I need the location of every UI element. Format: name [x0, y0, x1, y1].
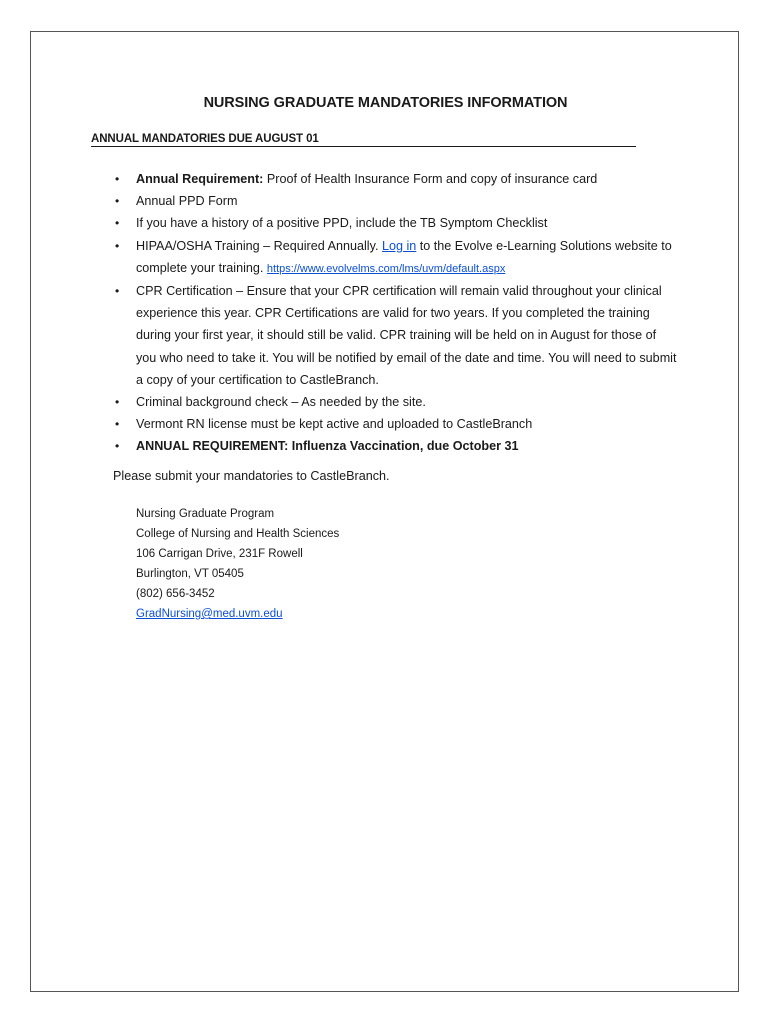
bullet-icon: •	[115, 284, 120, 299]
item-text: CPR Certification – Ensure that your CPR certification will remain valid throughout your clinical experience this year. CPR Certifications are valid for two years. If you completed the training during your first year, it should still be valid. CPR training will be held on in August for those of you who need to take it. You will be notified by email of the date and time. You will need to submit a copy of your certification to CastleBranch.	[136, 284, 677, 387]
bullet-icon: •	[115, 439, 120, 454]
list-item-ppd-form	[113, 190, 678, 212]
item-text: to the Evolve e-Learning Solutions website to complete your training.	[136, 238, 672, 275]
bullet-icon: •	[115, 194, 120, 209]
bullet-icon: •	[115, 238, 120, 253]
email-link[interactable]: GradNursing@med.uvm.edu	[136, 608, 283, 620]
list-item-hipaa-training	[113, 235, 678, 280]
mandatories-list	[113, 168, 678, 458]
item-text: HIPAA/OSHA Training – Required Annually.	[136, 238, 382, 253]
street-address: 106 Carrigan Drive, 231F Rowell	[136, 548, 303, 560]
bullet-icon: •	[115, 172, 120, 186]
page-title: NURSING GRADUATE MANDATORIES INFORMATION	[203, 95, 568, 111]
list-item-influenza	[113, 435, 678, 457]
contact-address	[136, 504, 339, 624]
section-heading: ANNUAL MANDATORIES DUE AUGUST 01	[91, 133, 636, 147]
city-state-zip: Burlington, VT 05405	[136, 568, 244, 580]
item-text: Vermont RN license must be kept active and uploaded to CastleBranch	[136, 417, 533, 432]
bullet-icon: •	[115, 395, 120, 410]
item-label: Annual Requirement:	[136, 172, 264, 186]
list-item-tb-checklist	[113, 212, 678, 234]
document-page	[30, 31, 739, 992]
list-item-rn-license	[113, 413, 678, 435]
item-text: Annual PPD Form	[136, 194, 238, 209]
bullet-icon: •	[115, 216, 120, 231]
bullet-icon: •	[115, 417, 120, 432]
phone-number: (802) 656-3452	[136, 588, 215, 600]
item-text: Criminal background check – As needed by the site.	[136, 395, 426, 410]
college-name: College of Nursing and Health Sciences	[136, 528, 340, 540]
item-text: ANNUAL REQUIREMENT: Influenza Vaccination, due October 31	[136, 439, 519, 454]
list-item-cpr-certification	[113, 280, 678, 391]
item-text: Proof of Health Insurance Form and copy of insurance card	[263, 172, 598, 186]
list-item-background-check	[113, 391, 678, 413]
submit-instructions: Please submit your mandatories to CastleBranch.	[113, 469, 390, 483]
list-item-health-insurance	[113, 168, 678, 190]
evolve-url-link[interactable]: https://www.evolvelms.com/lms/uvm/default.aspx	[266, 262, 506, 275]
program-name: Nursing Graduate Program	[136, 508, 275, 520]
item-text: If you have a history of a positive PPD, include the TB Symptom Checklist	[136, 216, 548, 231]
login-link[interactable]: Log in	[381, 238, 417, 253]
